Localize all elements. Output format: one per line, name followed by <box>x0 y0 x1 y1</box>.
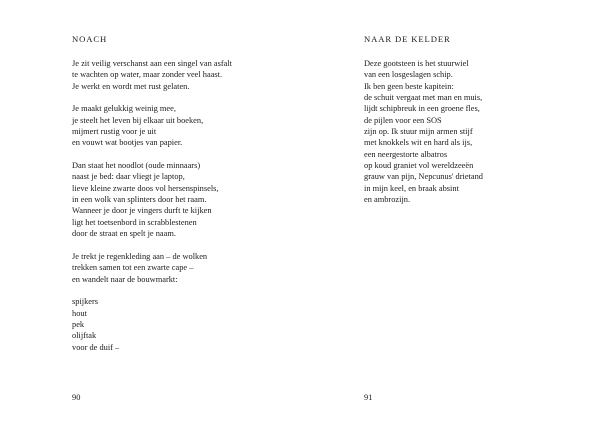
poem-line: Je maakt gelukkig weinig mee, <box>72 104 176 114</box>
poem-line: lieve kleine zwarte doos vol hersenspinsels, <box>72 183 219 193</box>
stanza <box>72 296 232 353</box>
poem-line: grauw van pijn, Nepcunus' drietand <box>364 172 483 182</box>
page-number-left: 90 <box>72 393 81 402</box>
poem-line: de pijlen voor een SOS <box>364 115 442 125</box>
stanza <box>364 58 483 205</box>
stanza <box>72 251 232 285</box>
poem-title-right: NAAR DE KELDER <box>364 34 451 44</box>
stanza <box>72 160 232 239</box>
poem-line: olijftak <box>72 331 97 341</box>
poem-line: mijmert rustig voor je uit <box>72 127 157 137</box>
poem-line: een neergestorte albatros <box>364 149 448 159</box>
poem-line: door de straat en spelt je naam. <box>72 229 176 239</box>
poem-line: ligt het toetsenbord in scrabblestenen <box>72 217 197 227</box>
poem-line: naast je bed: daar vliegt je laptop, <box>72 172 185 182</box>
poem-line: trekken samen tot een zwarte cape – <box>72 263 194 273</box>
poem-line: pek <box>72 319 85 329</box>
right-page <box>300 0 600 432</box>
poem-line: zijn op. Ik stuur mijn armen stijf <box>364 127 473 137</box>
poem-line: in mijn keel, en braak absint <box>364 183 459 193</box>
poem-line: van een losgeslagen schip. <box>364 70 453 80</box>
poem-line: Wanneer je door je vingers durft te kijken <box>72 206 212 216</box>
poem-line: voor de duif – <box>72 342 120 352</box>
poem-line: de schuit vergaat met man en muis, <box>364 93 483 103</box>
poem-line: en ambrozijn. <box>364 195 411 205</box>
poem-title-left: NOACH <box>72 34 108 44</box>
poem-line: hout <box>72 308 87 318</box>
poem-line: te wachten op water, maar zonder veel haast. <box>72 70 223 80</box>
poem-line: op koud graniet vol wereldzeeën <box>364 161 474 171</box>
poem-line: lijdt schipbreuk in een groene fles, <box>364 104 480 114</box>
poem-line: en vouwt wat bootjes van papier. <box>72 138 183 148</box>
poem-line: Je trekt je regenkleding aan – de wolken <box>72 251 208 261</box>
poem-line: spijkers <box>72 297 99 307</box>
stanza <box>72 103 232 148</box>
page-number-right: 91 <box>364 393 373 402</box>
poem-line: met knokkels wit en hard als ijs, <box>364 138 473 148</box>
poem-line: Deze gootsteen is het stuurwiel <box>364 59 469 68</box>
poem-line: Dan staat het noodlot (oude minnaars) <box>72 161 201 171</box>
poem-line: in een wolk van splinters door het raam. <box>72 195 207 205</box>
poem-body-left <box>72 58 232 353</box>
poem-line: Je zit veilig verschanst aan een singel van asfalt <box>72 59 232 68</box>
stanza <box>72 58 232 92</box>
poem-line: Je werkt en wordt met rust gelaten. <box>72 81 190 91</box>
poem-line: en wandelt naar de bouwmarkt: <box>72 274 178 284</box>
poem-body-right <box>364 58 483 205</box>
poem-line: Ik ben geen beste kapitein: <box>364 81 454 91</box>
poem-line: je steelt het leven bij elkaar uit boeken, <box>72 115 204 125</box>
